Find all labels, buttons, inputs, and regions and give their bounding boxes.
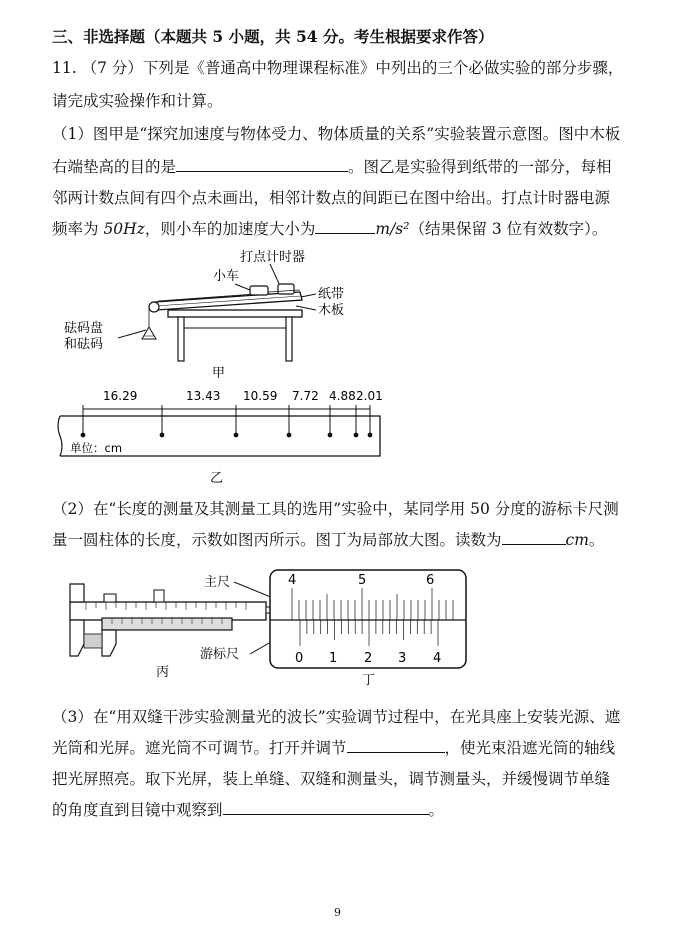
distance-label-5: 4.88 (329, 389, 356, 403)
vernier-tick-0: 0 (295, 651, 304, 666)
answer-blank-adjust[interactable] (347, 738, 445, 753)
distance-label-2: 13.43 (186, 389, 221, 403)
label-tape: 纸带 (318, 287, 345, 302)
answer-blank-observe[interactable] (223, 800, 429, 815)
tape-dot (160, 433, 165, 438)
q11-stem-line2: 请完成实验操作和计算。 (52, 92, 223, 110)
caption-bing: 丙 (156, 665, 170, 680)
main-tick-4: 4 (288, 573, 297, 588)
q11-p2-line2b: 。 (588, 531, 605, 549)
q11-p1-line2a: 右端垫高的目的是 (52, 158, 177, 176)
caption-yi: 乙 (210, 471, 224, 486)
frequency-value: 50Hz (103, 220, 145, 238)
caliper-sliding-jaw (102, 630, 116, 656)
figure-ding (200, 566, 472, 688)
weight-pan (142, 327, 156, 339)
q11-p1-line2 (52, 157, 612, 177)
cylinder-object (84, 634, 102, 648)
q11-p3-line4b: 。 (428, 801, 445, 819)
q11-p2-line1: （2）在“长度的测量及其测量工具的选用”实验中，某同学用 50 分度的游标卡尺测 (52, 500, 619, 518)
q11-stem-line1: 11. （7 分）下列是《普通高中物理课程标准》中列出的三个必做实验的部分步骤， (52, 59, 624, 77)
tape-dot (287, 433, 292, 438)
figure-jia (60, 246, 380, 381)
figure-yi (50, 386, 390, 488)
label-cart: 小车 (213, 269, 240, 284)
section-heading: 三、非选择题（本题共 5 小题，共 54 分。考生根据要求作答） (52, 27, 494, 46)
vernier-tick-2: 2 (364, 651, 373, 666)
page-number: 9 (334, 906, 341, 919)
label-timer: 打点计时器 (240, 250, 306, 265)
tape-dot (354, 433, 359, 438)
q11-p3-line2 (52, 738, 615, 758)
q11-p3-line2a: 光筒和光屏。遮光筒不可调节。打开并调节 (52, 739, 347, 757)
q11-p1-line4c: （结果保留 3 位有效数字）。 (409, 220, 608, 238)
timer (278, 284, 294, 294)
q11-p2-line2 (52, 530, 604, 550)
vernier-tick-3: 3 (398, 651, 407, 666)
q11-p1-line1: （1）图甲是“探究加速度与物体受力、物体质量的关系”实验装置示意图。图中木板 (52, 125, 621, 143)
label-weight1: 砝码盘 (64, 321, 104, 336)
table-top (168, 310, 302, 317)
vernier-tick-4: 4 (433, 651, 442, 666)
answer-blank-reading[interactable] (502, 530, 566, 545)
caption-ding: 丁 (362, 673, 376, 688)
label-main-scale: 主尺 (204, 575, 231, 590)
answer-blank-purpose[interactable] (176, 157, 348, 172)
main-tick-6: 6 (426, 573, 435, 588)
cart (250, 286, 268, 295)
tape-dot (234, 433, 239, 438)
q11-p3-line1: （3）在“用双缝干涉实验测量光的波长”实验调节过程中，在光具座上安装光源、遮 (52, 708, 621, 726)
pulley (149, 302, 159, 312)
label-vernier-scale: 游标尺 (200, 647, 240, 662)
distance-label-4: 7.72 (292, 389, 319, 403)
answer-blank-acceleration[interactable] (315, 219, 375, 234)
q11-p1-line4a: 频率为 (52, 220, 104, 238)
tape-dot (328, 433, 333, 438)
acceleration-unit: m/s² (375, 220, 410, 238)
q11-p1-line3: 邻两计数点间有四个点未画出，相邻计数点的间距已在图中给出。打点计时器电源 (52, 189, 611, 207)
vernier-tick-1: 1 (329, 651, 338, 666)
q11-p2-line2a: 量一圆柱体的长度，示数如图丙所示。图丁为局部放大图。读数为 (52, 531, 502, 549)
main-tick-5: 5 (358, 573, 367, 588)
q11-p3-line3: 把光屏照亮。取下光屏，装上单缝、双缝和测量头，调节测量头，并缓慢调节单缝 (52, 770, 611, 788)
distance-label-3: 10.59 (243, 389, 278, 403)
caption-jia: 甲 (212, 366, 226, 381)
caliper-fixed-jaw (70, 620, 84, 656)
distance-label-1: 16.29 (103, 389, 138, 403)
tape-dot (368, 433, 373, 438)
unit-label: 单位：cm (70, 441, 123, 455)
label-board: 木板 (318, 303, 345, 318)
q11-p1-line4 (52, 219, 607, 239)
q11-p1-line4b: ，则小车的加速度大小为 (144, 220, 316, 238)
distance-label-6: 2.01 (356, 389, 383, 403)
tape-dot (81, 433, 86, 438)
reading-unit: cm (565, 531, 589, 549)
q11-p3-line4 (52, 800, 444, 820)
q11-p3-line2b: ，使光束沿遮光筒的轴线 (444, 739, 616, 757)
label-weight2: 和砝码 (64, 337, 104, 352)
q11-p3-line4a: 的角度直到目镜中观察到 (52, 801, 223, 819)
q11-p1-line2b: 。图乙是实验得到纸带的一部分，每相 (348, 158, 612, 176)
